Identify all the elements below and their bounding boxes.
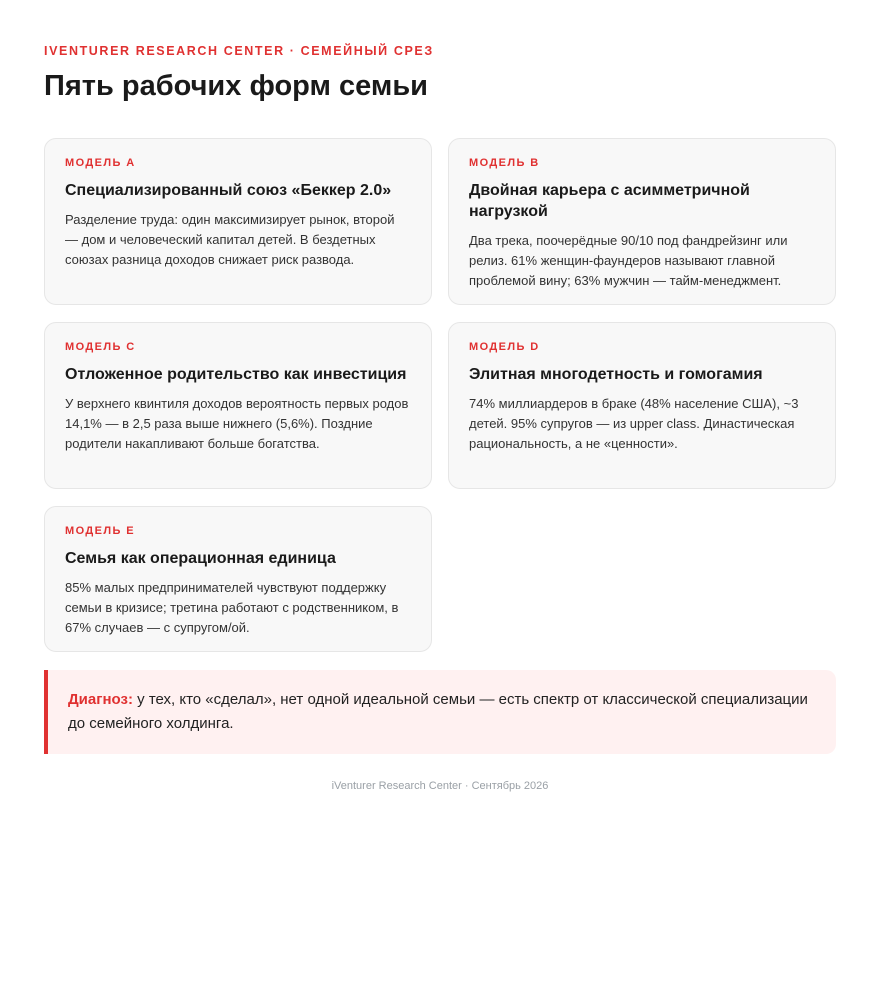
model-label: МОДЕЛЬ D — [469, 341, 540, 353]
model-title: Элитная многодетность и гомогамия — [469, 366, 763, 383]
model-card-a — [44, 138, 432, 305]
diagnosis-text: у тех, кто «сделал», нет одной идеальной семьи — есть спектр от классической специализации до семейного холдинга. — [68, 691, 808, 732]
models-grid — [44, 138, 836, 652]
page-title: Пять рабочих форм семьи — [44, 70, 428, 102]
diagnosis-callout — [44, 670, 836, 754]
model-card-c — [44, 322, 432, 489]
model-text: У верхнего квинтиля доходов вероятность первых родов 14,1% — в 2,5 раза выше нижнего (5,6%). Поздние родители накапливают больше богатства. — [65, 396, 409, 451]
model-label: МОДЕЛЬ A — [65, 157, 136, 169]
model-card-b — [448, 138, 836, 305]
model-text: 74% миллиардеров в браке (48% население США), ~3 детей. 95% супругов — из upper class. Династическая рациональность, а не «ценности». — [469, 396, 799, 451]
model-label: МОДЕЛЬ E — [65, 525, 135, 537]
model-card-e — [44, 506, 432, 652]
model-label: МОДЕЛЬ C — [65, 341, 136, 353]
model-card-d — [448, 322, 836, 489]
model-label: МОДЕЛЬ B — [469, 157, 540, 169]
model-title: Отложенное родительство как инвестиция — [65, 366, 407, 383]
footer: iVenturer Research Center · Сентябрь 2026 — [331, 780, 549, 792]
model-text: Разделение труда: один максимизирует рынок, второй — дом и человеческий капитал детей. В бездетных союзах разница доходов снижает риск развода. — [65, 212, 395, 267]
page — [0, 44, 880, 792]
eyebrow: IVENTURER RESEARCH CENTER · СЕМЕЙНЫЙ СРЕЗ — [44, 44, 434, 58]
model-text: 85% малых предпринимателей чувствуют поддержку семьи в кризисе; третина работают с родственником, в 67% случаев — с супругом/ой. — [65, 580, 399, 635]
model-text: Два трека, поочерёдные 90/10 под фандрейзинг или релиз. 61% женщин-фаундеров называют главной проблемой вину; 63% мужчин — тайм-менеджмент. — [469, 233, 788, 288]
diagnosis-label: Диагноз: — [68, 691, 133, 708]
model-title: Специализированный союз «Беккер 2.0» — [65, 182, 392, 199]
model-title: Двойная карьера с асимметричной нагрузкой — [469, 182, 750, 220]
model-title: Семья как операционная единица — [65, 550, 336, 567]
